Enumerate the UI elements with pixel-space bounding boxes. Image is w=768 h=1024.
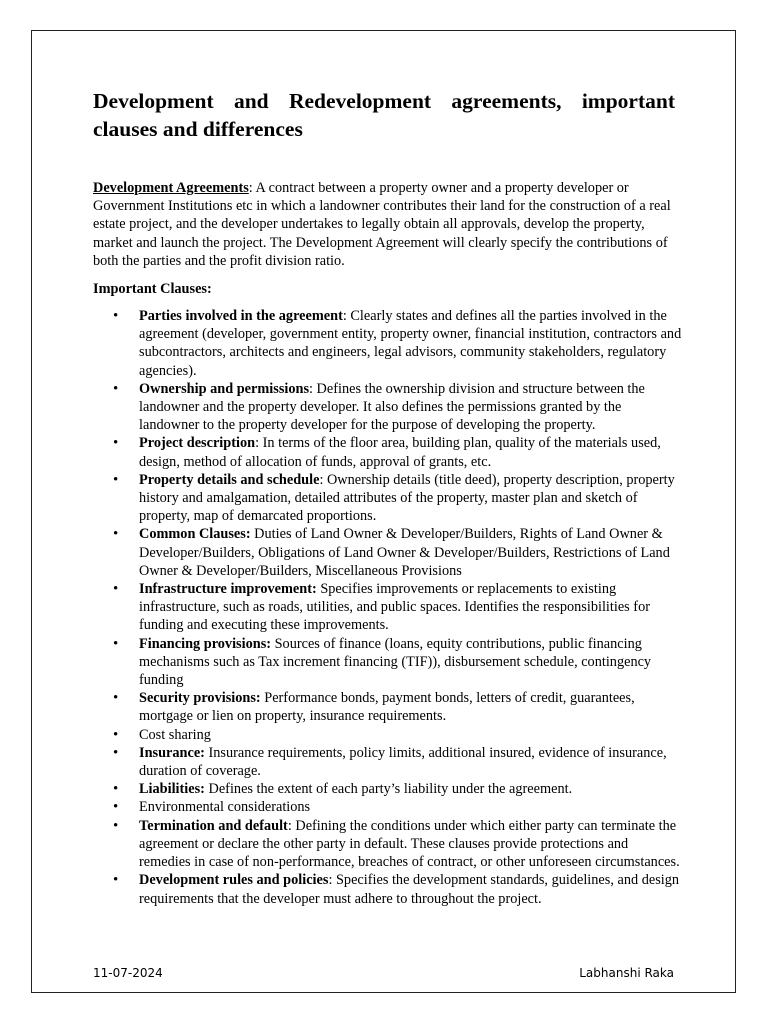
- bullet-icon: •: [113, 690, 119, 707]
- clause-item: [93, 780, 683, 798]
- document-title: Development and Redevelopment agreements, important clauses and differences: [93, 89, 675, 141]
- clause-term: Property details and schedule: [139, 471, 320, 488]
- clause-item: [93, 689, 683, 725]
- clause-text: Specifies improvements or replacements to existing infrastructure, such as roads, utilities, and public spaces. Identifies the responsibilities for funding and executing these improvements.: [139, 581, 650, 634]
- clause-text: : Defines the ownership division and structure between the landowner and the property developer. It also defines the permissions granted by the landowner to the property developer for the purpose of developing the property.: [139, 380, 645, 434]
- clauses-heading: Important Clauses:: [93, 281, 212, 297]
- clause-term: Ownership and permissions: [139, 380, 310, 397]
- clause-term: Common Clauses:: [139, 526, 251, 543]
- bullet-icon: •: [113, 799, 119, 816]
- bullet-icon: •: [113, 781, 119, 798]
- bullet-icon: •: [113, 744, 119, 761]
- bullet-icon: •: [113, 726, 119, 743]
- clause-text: : Defining the conditions under which either party can terminate the agreement or declare the other party in default. These clauses provide protections and remedies in case of non-performance, breaches of contract, or other unforeseen circumstances.: [139, 817, 680, 871]
- clause-text: : Ownership details (title deed), property description, property history and amalgamation, detailed attributes of the property, master plan and sketch of property, map of demarcated proportions.: [139, 471, 675, 525]
- footer-author: Labhanshi Raka: [579, 966, 674, 980]
- clause-item: [93, 744, 683, 780]
- clause-term: Insurance:: [139, 744, 205, 761]
- clause-text: Duties of Land Owner & Developer/Builders, Rights of Land Owner & Developer/Builders, Obligations of Land Owner & Developer/Builders, Restrictions of Land Owner & Developer/Builders, Miscellaneous Provisions: [139, 526, 670, 579]
- clause-item: [93, 471, 683, 526]
- intro-paragraph: [93, 179, 683, 270]
- clause-item: [93, 525, 683, 580]
- bullet-icon: •: [113, 308, 119, 324]
- clause-text: Environmental considerations: [139, 799, 311, 816]
- clause-item: [93, 635, 683, 690]
- clause-text: Performance bonds, payment bonds, letters of credit, guarantees, mortgage or lien on property, insurance requirements.: [139, 690, 635, 725]
- clause-text: : Clearly states and defines all the parties involved in the agreement (developer, government entity, property owner, financial institution, contractors and subcontractors, architects and engineers, legal advisors, community stakeholders, regulatory agencies).: [139, 308, 682, 379]
- clause-term: Financing provisions:: [139, 635, 272, 652]
- clause-text: Defines the extent of each party’s liability under the agreement.: [204, 781, 573, 798]
- clause-term: Parties involved in the agreement: [139, 308, 343, 324]
- footer-date: 11-07-2024: [93, 966, 163, 980]
- clause-item: [93, 871, 683, 907]
- clause-item: [93, 380, 683, 435]
- clause-list: [93, 307, 683, 908]
- clause-term: Security provisions:: [139, 690, 261, 707]
- clause-text: Insurance requirements, policy limits, additional insured, evidence of insurance, duration of coverage.: [139, 744, 667, 780]
- clause-item: [93, 798, 683, 816]
- bullet-icon: •: [113, 435, 119, 452]
- clause-item: [93, 726, 683, 744]
- intro-lead: Development Agreements: [93, 180, 249, 196]
- bullet-icon: •: [113, 635, 119, 652]
- clause-term: Termination and default: [139, 817, 288, 834]
- clause-text: : Specifies the development standards, guidelines, and design requirements that the developer must adhere to throughout the project.: [139, 872, 680, 907]
- clause-item: [93, 434, 683, 470]
- clause-term: Project description: [139, 435, 256, 452]
- clause-item: [93, 817, 683, 872]
- intro-text: : A contract between a property owner and a property developer or Government Institutions etc in which a landowner contributes their land for the construction of a real estate project, and the developer undertakes to legally obtain all approvals, develop the property, market and launch the project. The Development Agreement will clearly specify the contributions of both the parties and the profit division ratio.: [93, 180, 671, 269]
- clause-term: Liabilities:: [139, 781, 205, 798]
- clause-item: [93, 307, 683, 380]
- bullet-icon: •: [113, 526, 119, 543]
- clause-term: Infrastructure improvement:: [139, 581, 317, 598]
- clause-text: Cost sharing: [139, 726, 211, 743]
- bullet-icon: •: [113, 872, 119, 889]
- clause-text: Sources of finance (loans, equity contributions, public financing mechanisms such as Tax increment financing (TIF)), disbursement schedule, contingency funding: [139, 635, 652, 689]
- bullet-icon: •: [113, 471, 119, 488]
- bullet-icon: •: [113, 817, 119, 834]
- clause-text: : In terms of the floor area, building plan, quality of the materials used, design, method of allocation of funds, approval of grants, etc.: [139, 435, 661, 470]
- clause-item: [93, 580, 683, 635]
- bullet-icon: •: [113, 581, 119, 598]
- clause-term: Development rules and policies: [139, 872, 329, 889]
- bullet-icon: •: [113, 380, 119, 397]
